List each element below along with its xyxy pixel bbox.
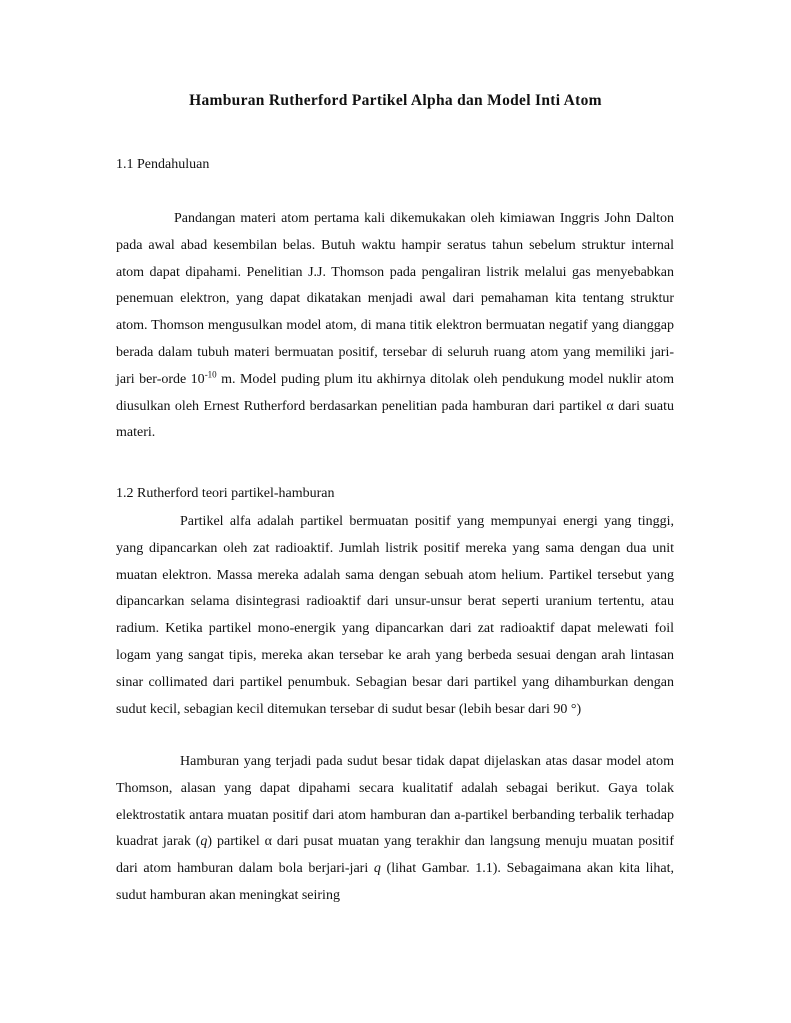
variable-q: q: [200, 834, 208, 850]
paragraph-introduction-part2: m. Model puding plum itu akhirnya ditolak oleh pendukung model nuklir atom diusulkan oleh Ernest Rutherford berdasarkan penelitian pada hamburan dari partikel α dari suatu materi.: [116, 371, 675, 441]
paragraph-alpha-particles: [116, 509, 674, 723]
exponent-superscript: -10: [204, 369, 217, 380]
paragraph-introduction-part1: Pandangan materi atom pertama kali dikemukakan oleh kimiawan Inggris John Dalton pada awal abad kesembilan belas. Butuh waktu hampir seratus tahun sebelum struktur internal atom dapat dipahami. Penelitian J.J. Thomson pada pengaliran listrik melalui gas menyebabkan penemuan elektron, yang dapat dikatakan menjadi awal dari pemahaman kita tentang struktur atom. Thomson mengusulkan model atom, di mana titik elektron bermuatan negatif yang dianggap berada dalam tubuh materi bermuatan positif, tersebar di seluruh ruang atom yang memiliki jari-jari ber-orde 10: [116, 211, 674, 387]
paragraph-introduction: [116, 206, 674, 447]
paragraph-large-angle-scattering: [116, 749, 674, 910]
paragraph-scattering-part1: Hamburan yang terjadi pada sudut besar tidak dapat dijelaskan atas dasar model atom Thomson, alasan yang dapat dipahami secara kualitatif adalah sebagai berikut. Gaya tolak elektrostatik antara muatan positif dari atom hamburan dan a-partikel berbanding terbalik terhadap kuadrat jarak (: [116, 754, 674, 850]
paragraph-scattering-part2: ) partikel α dari pusat muatan yang terakhir dan langsung menuju muatan positif dari atom hamburan dalam bola berjari-jari: [116, 834, 674, 877]
section-heading-rutherford: 1.2 Rutherford teori partikel-hamburan: [116, 486, 335, 501]
paragraph-alpha-particles-text: Partikel alfa adalah partikel bermuatan positif yang mempunyai energi yang tinggi, yang dipancarkan oleh zat radioaktif. Jumlah listrik positif mereka yang sama dengan dua unit muatan elektron. Massa mereka adalah sama dengan sebuah atom helium. Partikel tersebut yang dipancarkan selama disintegrasi radioaktif dari unsur-unsur berat seperti uranium tertentu, atau radium. Ketika partikel mono-energik yang dipancarkan dari zat radioaktif dapat melewati foil logam yang sangat tipis, mereka akan tersebar ke arah yang berbeda sesuai dengan arah lintasan sinar collimated dari partikel penumbuk. Sebagian besar dari partikel yang dihamburkan dengan sudut kecil, sebagian kecil ditemukan tersebar di sudut besar (lebih besar dari 90 °): [116, 514, 674, 717]
document-title: Hamburan Rutherford Partikel Alpha dan Model Inti Atom: [189, 92, 602, 109]
section-heading-introduction: 1.1 Pendahuluan: [116, 157, 210, 172]
paragraph-scattering-part3: (lihat Gambar. 1.1). Sebagaimana akan kita lihat, sudut hamburan akan meningkat seiring: [116, 861, 674, 903]
variable-q: q: [373, 861, 381, 877]
